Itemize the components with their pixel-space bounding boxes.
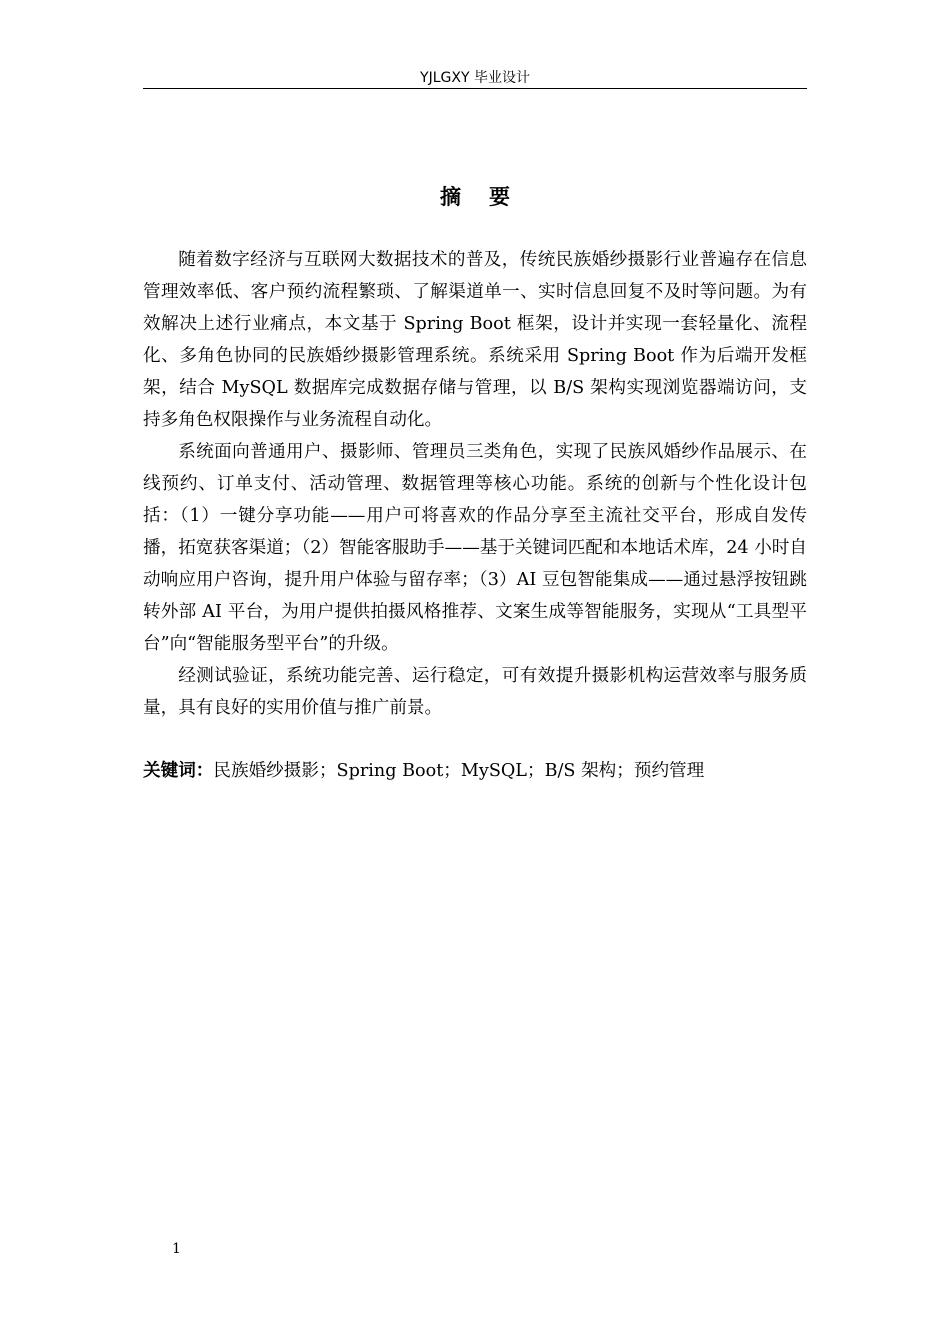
- abstract-paragraph-2: 系统面向普通用户、摄影师、管理员三类角色，实现了民族风婚纱作品展示、在线预约、订单支付、活动管理、数据管理等核心功能。系统的创新与个性化设计包括：（1）一键分享功能——用户可将喜欢的作品分享至主流社交平台，形成自发传播，拓宽获客渠道；（2）智能客服助手——基于关键词匹配和本地话术库，24 小时自动响应用户咨询，提升用户体验与留存率；（3）AI 豆包智能集成——通过悬浮按钮跳转外部 AI 平台，为用户提供拍摄风格推荐、文案生成等智能服务，实现从“工具型平台”向“智能服务型平台”的升级。: [143, 442, 807, 654]
- abstract-body: [143, 244, 807, 724]
- abstract-title: 摘要: [440, 185, 538, 209]
- page-header: YJLGXY 毕业设计: [143, 68, 807, 89]
- abstract-paragraph-1: 随着数字经济与互联网大数据技术的普及，传统民族婚纱摄影行业普遍存在信息管理效率低、客户预约流程繁琐、了解渠道单一、实时信息回复不及时等问题。为有效解决上述行业痛点，本文基于 Spring Boot 框架，设计并实现一套轻量化、流程化、多角色协同的民族婚纱摄影管理系统。系统采用 Spring Boot 作为后端开发框架，结合 MySQL 数据库完成数据存储与管理，以 B/S 架构实现浏览器端访问，支持多角色权限操作与业务流程自动化。: [143, 250, 807, 430]
- page-number: 1: [172, 1241, 181, 1257]
- keywords-value: 民族婚纱摄影；Spring Boot；MySQL；B/S 架构；预约管理: [213, 761, 705, 781]
- keywords-line: [143, 756, 807, 786]
- keywords-label: 关键词：: [143, 761, 214, 781]
- abstract-paragraph-3: 经测试验证，系统功能完善、运行稳定，可有效提升摄影机构运营效率与服务质量，具有良好的实用价值与推广前景。: [143, 666, 807, 718]
